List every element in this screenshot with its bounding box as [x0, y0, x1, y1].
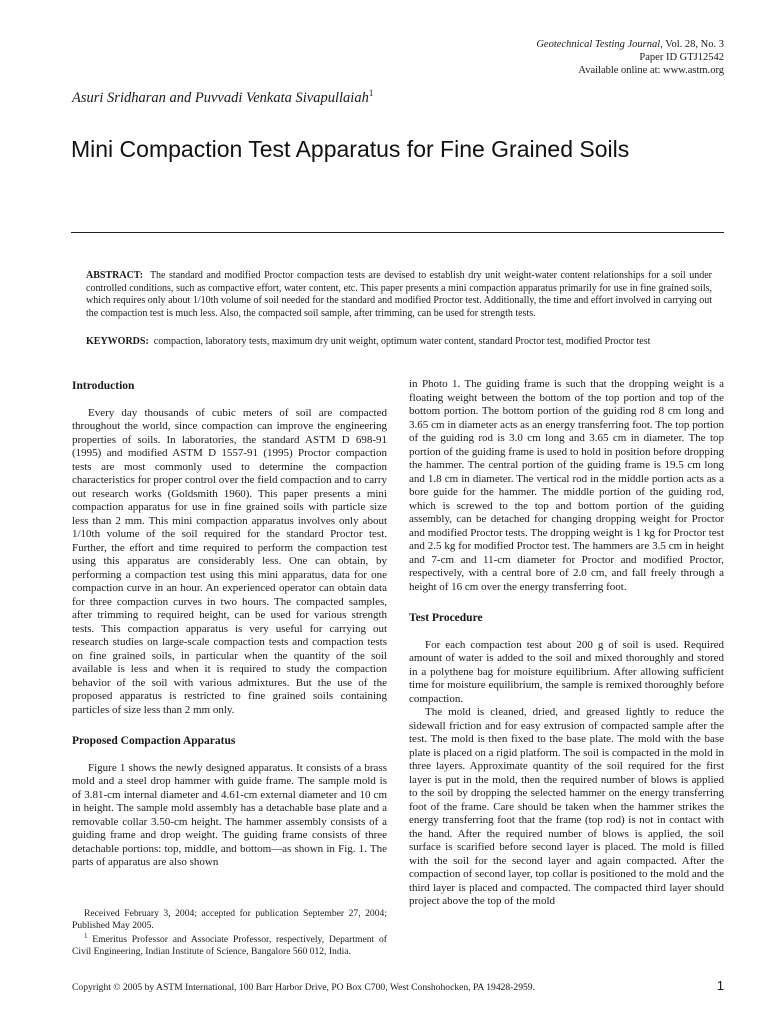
procedure-heading: Test Procedure — [409, 612, 483, 624]
affiliation-mark: 1 — [84, 932, 88, 940]
left-column — [72, 380, 387, 870]
journal-name: Geotechnical Testing Journal — [536, 39, 661, 50]
apparatus-heading: Proposed Compaction Apparatus — [72, 735, 236, 747]
journal-volume: , Vol. 28, No. 3 — [660, 39, 724, 50]
title-divider — [71, 232, 724, 233]
procedure-paragraph-2: The mold is cleaned, dried, and greased lightly to reduce the sidewall friction and for easy extrusion of compacted sample after the test. The mold is then fixed to the base plate. The mold with the base plate is placed on a rigid platform. The soil is compacted in the mold in three layers. Approximate quantity of the soil required for the first layer is put in the mold, then the required number of blows is applied to the soil by dropping the selected hammer on the energy transferring foot of the frame. Care should be taken when the hammer strikes the energy transferring foot that the frame (top rod) is not in contact with the hand. After the required number of blows is applied, the soil surface is scarified before second layer is placed. The mold is filled with the soil for the second layer and again compacted. After the compaction of second layer, top collar is positioned to the mold and the third layer is placed and compacted. The compacted third layer should project above the top of the mold — [409, 706, 724, 907]
apparatus-paragraph: Figure 1 shows the newly designed apparatus. It consists of a brass mold and a steel drop hammer with guide frame. The sample mold is of 3.81-cm internal diameter and 4.61-cm external diameter and 10 cm in height. The sample mold assembly has a detachable base plate and a removable collar 3.50-cm height. The hammer assembly consists of a guiding frame and drop weight. The guiding frame consists of three detachable portions: top, middle, and bottom—as shown in Fig. 1. The parts of apparatus are also shown — [72, 761, 387, 868]
paper-title: Mini Compaction Test Apparatus for Fine Grained Soils — [71, 136, 630, 162]
author-footnote-mark: 1 — [368, 88, 374, 98]
abstract — [86, 270, 712, 320]
affiliation-text: Emeritus Professor and Associate Professor, respectively, Department of Civil Engineering, Indian Institute of Science, Bangalore 560 012, India. — [72, 934, 387, 957]
introduction-heading: Introduction — [72, 380, 135, 392]
available-online: Available online at: www.astm.org — [578, 65, 724, 76]
author-line — [72, 88, 373, 107]
apparatus-paragraph-continued: in Photo 1. The guiding frame is such that the dropping weight is a floating weight between the bottom of the top portion and top of the bottom portion. The bottom portion of the guiding rod 8 cm long and 3.65 cm in diameter acts as an energy transferring foot. The top portion of the guiding rod is 3.0 cm long and 3.65 cm in diameter. The top portion of the guiding frame is used to hold in position before dropping the hammer. The central portion of the guiding frame is 19.5 cm long and 1.8 cm in diameter. The vertical rod in the middle portion acts as a bore guide for the hammer. The middle portion of the guiding rod, which is screwed to the top and bottom portion of the guiding assembly, can be detached for changing dropping weight for Proctor and modified Proctor tests. The dropping weight is 1 kg for Proctor test and 2.5 kg for modified Proctor test. The hammers are 3.5 cm in height and 7-cm and 11-cm diameter for Proctor and modified Proctor, respectively, with a central bore of 2.0 cm, and fall freely through a height of 16 cm over the energy transferring foot. — [409, 378, 724, 593]
received-note: Received February 3, 2004; accepted for publication September 27, 2004; Published May 2005. — [72, 908, 387, 931]
keywords-label: KEYWORDS: — [86, 336, 149, 347]
paper-id: Paper ID GTJ12542 — [639, 52, 724, 63]
footnotes — [72, 908, 387, 957]
journal-citation — [404, 38, 724, 51]
abstract-text: The standard and modified Proctor compaction tests are devised to establish dry unit weight-water content relationships for a soil under controlled conditions, such as compactive effort, water content, etc. This paper presents a mini compaction apparatus primarily for use in fine grained soils, which requires only about 1/10th volume of soil needed for the standard and modified Proctor test. Additionally, the time and effort involved in carrying out the compaction test is much less. Also, the compacted soil sample, after trimming, can be used for strength tests. — [86, 270, 712, 319]
affiliation-note — [72, 931, 387, 957]
procedure-paragraph-1: For each compaction test about 200 g of soil is used. Required amount of water is added to the soil and mixed thoroughly and stored in a polythene bag for moisture equilibrium. After allowing sufficient time for moisture equilibrium, the sample is remixed thoroughly before compaction. — [409, 638, 724, 705]
keywords-text: compaction, laboratory tests, maximum dry unit weight, optimum water content, standard Proctor test, modified Proctor test — [153, 336, 651, 347]
right-column — [409, 378, 724, 909]
abstract-label: ABSTRACT: — [86, 270, 144, 281]
journal-header — [404, 38, 724, 77]
authors: Asuri Sridharan and Puvvadi Venkata Sivapullaiah — [72, 89, 369, 106]
page-number: 1 — [716, 978, 724, 993]
introduction-paragraph: Every day thousands of cubic meters of soil are compacted throughout the world, since compaction can improve the engineering properties of soils. In laboratories, the standard ASTM D 698-91 (1995) and modified ASTM D 1557-91 (1995) Proctor compaction tests are most commonly used to determine the compaction characteristics for proper control over the field compaction and to carry out research works (Goldsmith 1960). This paper presents a mini compaction apparatus for use in fine grained soils with particle size less than 2 mm. This mini compaction apparatus involves only about 1/10th volume of the soil required for the standard Proctor test. Further, the effort and time required to perform the compaction test using this apparatus are considerably less. One can obtain, by performing a compaction test using this mini apparatus, data for one compaction curve in an hour. An experienced operator can obtain data for three compaction curves in two hours. The compacted samples, after trimming to required height, can be used for various strength tests. This compaction apparatus is very useful for carrying out research studies on large-scale compaction tests and compaction tests on fine grained soils, in particular when the quantity of the soil available is less and when it is required to study the compaction behavior of the soil with various admixtures. But the use of the proposed apparatus is restricted to fine grained soils containing particles of size less than 2 mm only. — [72, 406, 387, 716]
keywords — [86, 336, 712, 349]
copyright-line: Copyright © 2005 by ASTM International, 100 Barr Harbor Drive, PO Box C700, West Conshohocken, PA 19428-2959. — [72, 982, 535, 993]
